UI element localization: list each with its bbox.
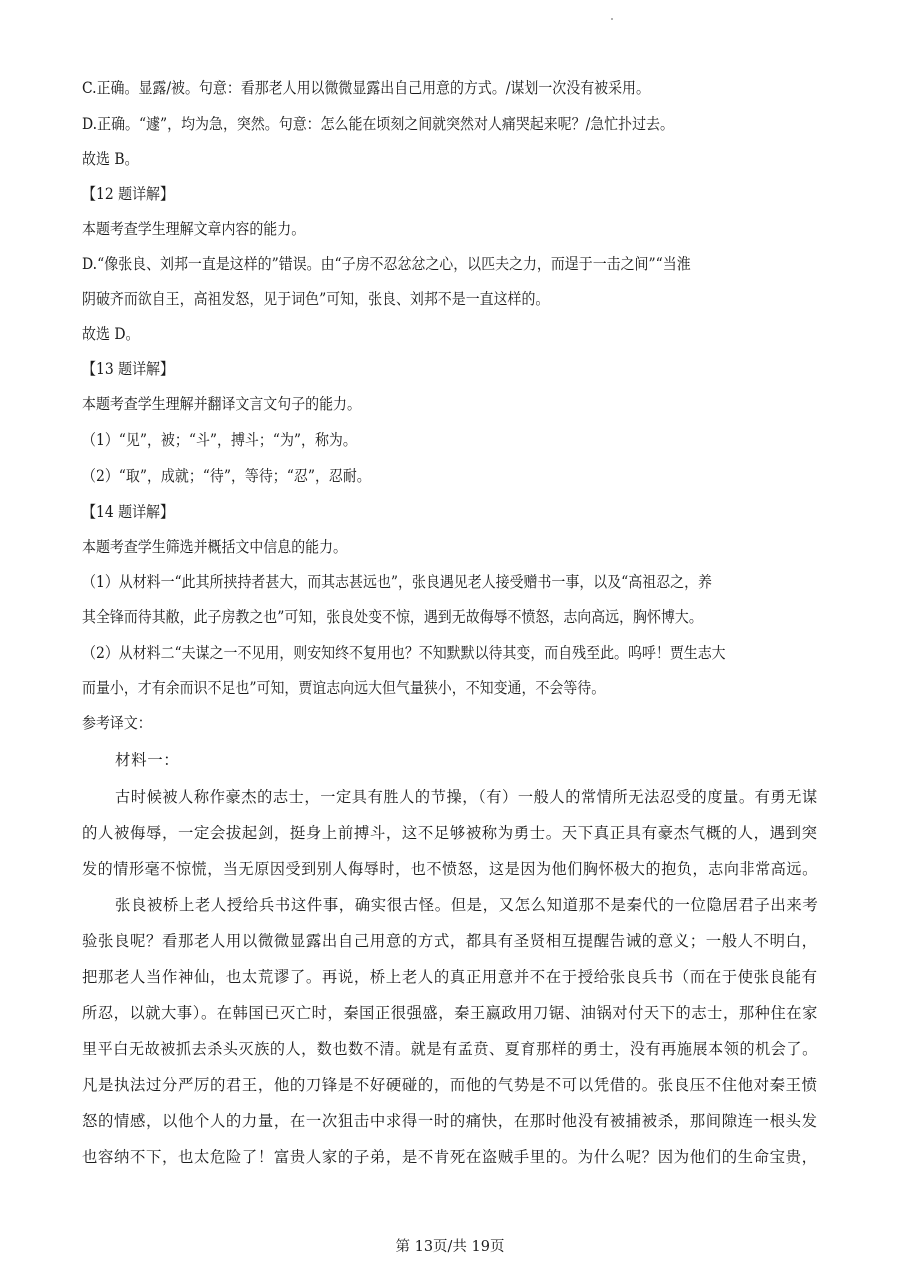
translation-line: 张良被桥上老人授给兵书这件事，确实很古怪。但是，又怎么知道那不是秦代的一位隐居君子出来考 xyxy=(115,896,819,914)
text-line: D.“像张良、刘邦一直是这样的”错误。由“子房不忍忿忿之心，以匹夫之力，而逞于一击之间”“当淮 xyxy=(82,255,691,273)
text-line: 故选 D。 xyxy=(82,325,140,343)
text-line: D.正确。“遽”，均为急，突然。句意：怎么能在顷刻之间就突然对人痛哭起来呢？/急忙扑过去。 xyxy=(82,115,674,133)
text-line: 参考译文： xyxy=(82,714,152,732)
translation-line: 发的情形毫不惊慌，当无原因受到别人侮辱时，也不愤怒，这是因为他们胸怀极大的抱负，志向非常高远。 xyxy=(82,860,818,878)
scan-dot xyxy=(611,18,613,20)
text-line: （2）从材料二“夫谋之一不见用，则安知终不复用也？不知默默以待其变，而自残至此。呜呼！贾生志大 xyxy=(82,644,726,662)
page-footer: 第 13页/共 19页 xyxy=(395,1239,505,1255)
text-line: 其全锋而待其敝，此子房教之也”可知，张良处变不惊，遇到无故侮辱不愤怒，志向高远，胸怀博大。 xyxy=(82,608,703,626)
text-line: 本题考查学生筛选并概括文中信息的能力。 xyxy=(82,538,348,556)
section-heading: 【14 题详解】 xyxy=(82,503,174,521)
translation-line: 里平白无故被抓去杀头灭族的人，数也数不清。就是有孟贲、夏育那样的勇士，没有再施展本领的机会了。 xyxy=(82,1040,818,1058)
text-line: （2）“取”，成就；“待”，等待；“忍”，忍耐。 xyxy=(82,467,371,485)
translation-line: 的人被侮辱，一定会拔起剑，挺身上前搏斗，这不足够被称为勇士。天下真正具有豪杰气概的人，遇到突 xyxy=(82,824,818,842)
section-heading: 【13 题详解】 xyxy=(82,360,174,378)
translation-line: 凡是执法过分严厉的君王，他的刀锋是不好硬碰的，而他的气势是不可以凭借的。张良压不住他对秦王愤 xyxy=(82,1076,818,1094)
text-line: （1）“见”，被；“斗”，搏斗；“为”，称为。 xyxy=(82,431,357,449)
text-line: 阴破齐而欲自王，高祖发怒，见于词色”可知，张良、刘邦不是一直这样的。 xyxy=(82,290,550,308)
text-line: 故选 B。 xyxy=(82,150,139,168)
translation-line: 怒的情感，以他个人的力量，在一次狙击中求得一时的痛快，在那时他没有被捕被杀，那间隙连一根头发 xyxy=(82,1112,818,1130)
translation-line: 把那老人当作神仙，也太荒谬了。再说，桥上老人的真正用意并不在于授给张良兵书（而在于使张良能有 xyxy=(82,968,818,986)
text-line: 而量小，才有余而识不足也”可知，贾谊志向远大但气量狭小，不知变通，不会等待。 xyxy=(82,679,606,697)
translation-line: 验张良呢？看那老人用以微微显露出自己用意的方式，都具有圣贤相互提醒告诫的意义；一般人不明白， xyxy=(82,932,818,950)
text-line: C.正确。显露/被。句意：看那老人用以微微显露出自己用意的方式。/谋划一次没有被采用。 xyxy=(82,79,650,97)
translation-line: 也容纳不下，也太危险了！富贵人家的子弟，是不肯死在盗贼手里的。为什么呢？因为他们的生命宝贵， xyxy=(82,1148,818,1166)
translation-heading: 材料一： xyxy=(115,751,180,769)
text-line: 本题考查学生理解并翻译文言文句子的能力。 xyxy=(82,395,361,413)
translation-line: 所忍，以就大事）。在韩国已灭亡时，秦国正很强盛，秦王嬴政用刀锯、油锅对付天下的志士，那种住在家 xyxy=(82,1004,818,1022)
translation-line: 古时候被人称作豪杰的志士，一定具有胜人的节操，（有）一般人的常情所无法忍受的度量。有勇无谋 xyxy=(115,788,818,806)
text-line: （1）从材料一“此其所挟持者甚大，而其志甚远也”，张良遇见老人接受赠书一事，以及“高祖忍之，养 xyxy=(82,573,712,591)
section-heading: 【12 题详解】 xyxy=(82,185,174,203)
text-line: 本题考查学生理解文章内容的能力。 xyxy=(82,220,306,238)
